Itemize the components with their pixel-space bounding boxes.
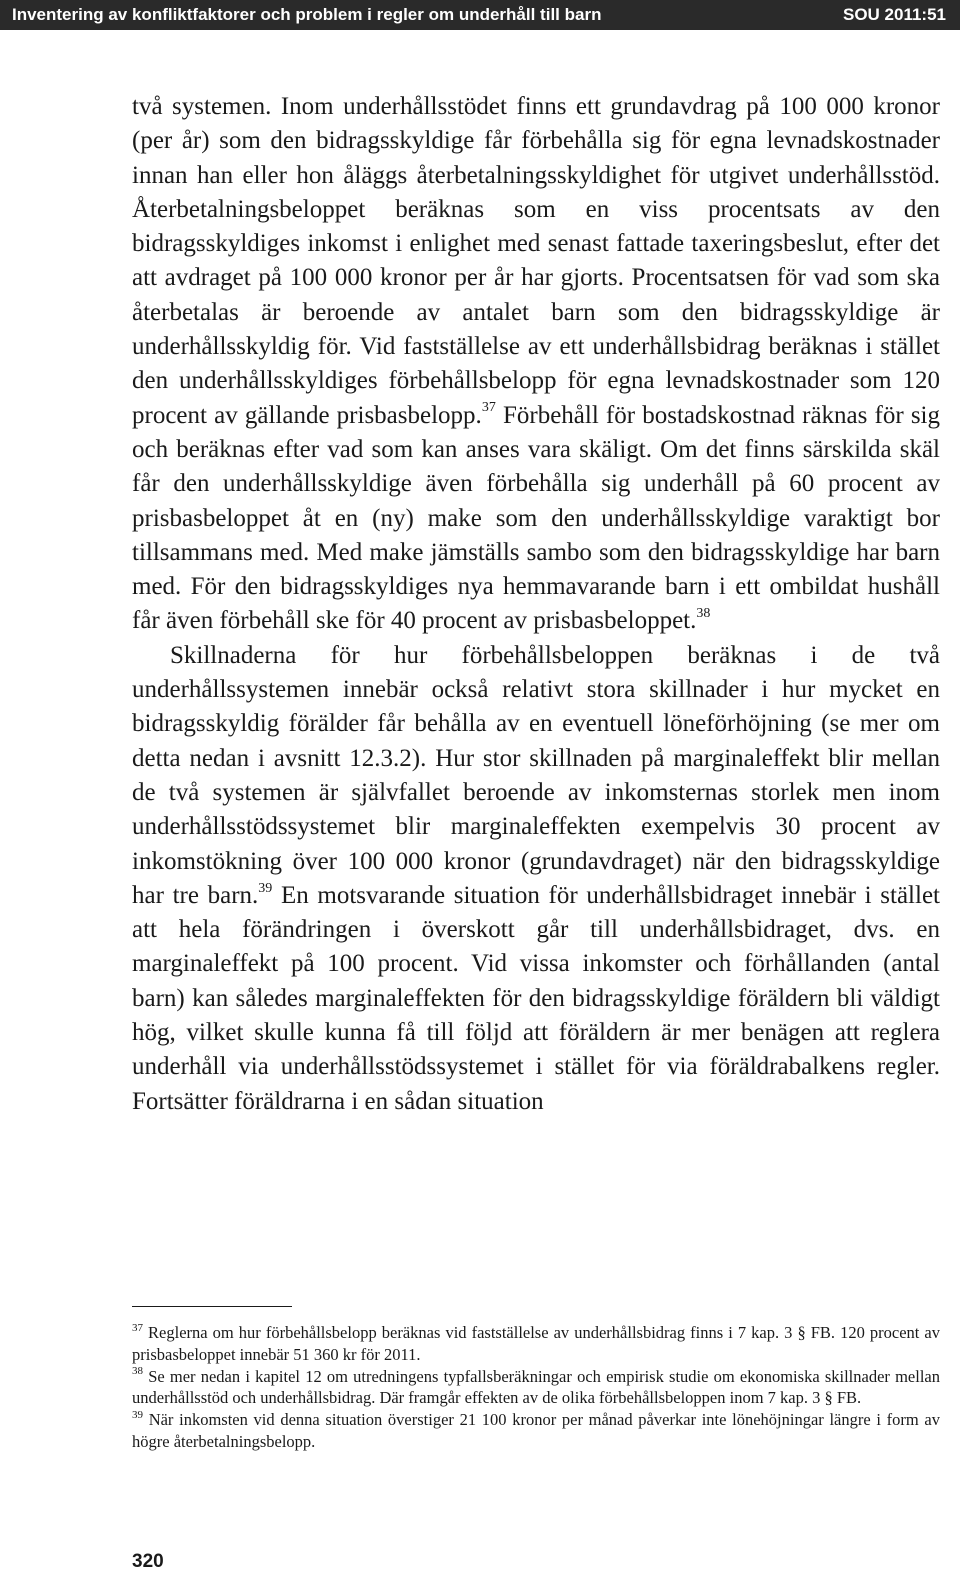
footnote-ref[interactable]: 39 xyxy=(258,880,273,896)
footnote-ref[interactable]: 38 xyxy=(696,606,711,622)
footnote-number: 39 xyxy=(132,1408,143,1421)
text-segment: Förbehåll för bostadskostnad räknas för sig och beräknas efter vad som kan anses vara skäligt. Om det finns särskilda skäl får den underhållsskyldige även förbehålla sig underhåll på 60 procent av prisbasbeloppet åt en (ny) make som den underhållsskyldige varaktigt bor tillsammans med. Med make jämställs sambo som den bidragsskyldige har barn med. För den bidragsskyldiges nya hemmavarande barn i ett ombildat hushåll får även förbehåll ske för 40 procent av prisbasbeloppet. xyxy=(132,401,941,635)
footnote xyxy=(132,1366,940,1410)
footnote-number: 38 xyxy=(132,1365,143,1378)
footnote xyxy=(132,1322,940,1366)
header-title: Inventering av konfliktfaktorer och problem i regler om underhåll till barn xyxy=(12,5,602,24)
text-segment: En motsvarande situation för underhållsbidraget innebär i stället att hela förändringen i överskott går till underhållsbidraget, dvs. en marginaleffekt på 100 procent. Vid vissa inkomster och förhållanden (antal barn) kan således marginaleffekten för den bidragsskyldige föräldern bli väldigt hög, vilket skulle kunna få till följd att föräldern är mer benägen att reglera underhåll via underhållsstödssystemet i stället för via föräldrabalkens regler. Fortsätter föräldrarna i en sådan situation xyxy=(132,881,940,1115)
page-number: 320 xyxy=(132,1551,164,1572)
body-text xyxy=(132,90,940,1119)
footnote-ref[interactable]: 37 xyxy=(481,400,496,416)
body-paragraph xyxy=(132,639,940,1119)
footnote-number: 37 xyxy=(132,1321,143,1334)
footnote-text: När inkomsten vid denna situation överstiger 21 100 kronor per månad påverkar inte lönehöjningar längre i form av högre återbetalningsbelopp. xyxy=(132,1410,940,1451)
footnotes xyxy=(132,1322,940,1453)
footnote xyxy=(132,1409,940,1453)
body-paragraph xyxy=(132,90,940,639)
running-header xyxy=(0,0,960,30)
footnote-text: Se mer nedan i kapitel 12 om utredningens typfallsberäkningar och empirisk studie om ekonomiska skillnader mellan underhållsstöd och underhållsbidrag. Där framgår effekten av de olika förbehållsbeloppen inom 7 kap. 3 § FB. xyxy=(132,1366,940,1408)
footnote-text: Reglerna om hur förbehållsbelopp beräknas vid fastställelse av underhållsbidrag finns i 7 kap. 3 § FB. 120 procent av prisbasbeloppet innebär 51 360 kr för 2011. xyxy=(132,1323,940,1364)
footnote-divider xyxy=(132,1306,292,1307)
text-segment: Skillnaderna för hur förbehållsbeloppen beräknas i de två underhållssystemen innebär också relativt stora skillnader i hur mycket en bidragsskyldig förälder får behålla av en eventuell löneförhöjning (se mer om detta nedan i avsnitt 12.3.2). Hur stor skillnaden på marginaleffekt blir mellan de två systemen är självfallet beroende av inkomsternas storlek men inom underhållsstödssystemet blir marginaleffekten exempelvis 30 procent av inkomstökning över 100 000 kronor (grundavdraget) när den bidragsskyldige har tre barn. xyxy=(132,641,940,909)
header-document-ref: SOU 2011:51 xyxy=(842,5,946,24)
text-segment: två systemen. Inom underhållsstödet finns ett grundavdrag på 100 000 kronor (per år) som den bidragsskyldige får förbehålla sig för egna levnadskostnader innan han eller hon åläggs återbetalningsskyldighet för utgivet underhållsstöd. Återbetalningsbeloppet beräknas som en viss procentsats av den bidragsskyldiges inkomst i enlighet med senast fattade taxeringsbeslut, efter det att avdraget på 100 000 kronor per år har gjorts. Procentsatsen för vad som ska återbetalas är beroende av antalet barn som den bidragsskyldige är underhållsskyldig för. Vid fastställelse av ett underhållsbidrag beräknas i stället den underhållsskyldiges förbehållsbelopp för egna levnadskostnader som 120 procent av gällande prisbasbelopp. xyxy=(132,93,940,429)
